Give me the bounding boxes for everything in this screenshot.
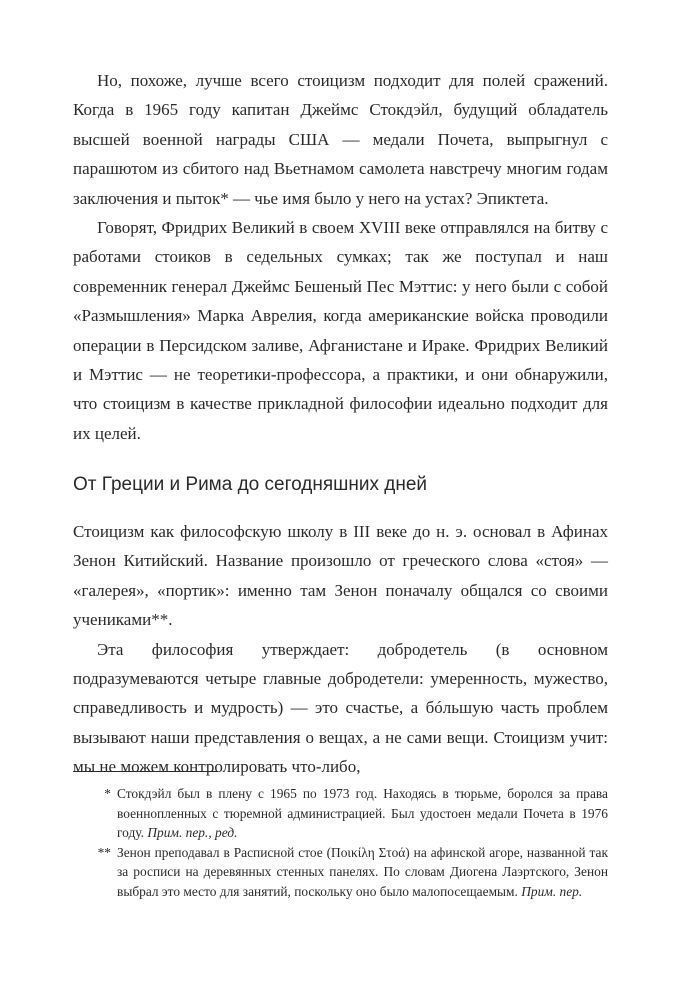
footnote-mark: * [104,786,111,801]
footnote-mark: ** [97,844,111,860]
footnote-note: Прим. пер., ред. [147,825,238,841]
paragraph-stockdale: Но, похоже, лучше всего стоицизм подходит для полей сражений. Когда в 1965 году капитан Джеймс Стокдэйл, будущий обладатель высшей военной награды США — медали Почета, выпрыгнул с парашютом из сбитого над Вьетнамом самолета навстречу многим годам заключения и пыток* — чье имя было у него на устах? Эпиктета. [73,71,608,208]
paragraph-frederick-mattis: Говорят, Фридрих Великий в своем XVIII веке отправлялся на битву с работами стоиков в седельных сумках; так же поступал и наш современник генерал Джеймс Бешеный Пес Мэттис: у него были с собой «Размышления» Марка Аврелия, когда американские войска проводили операции в Персидском заливе, Афганистане и Ираке. Фридрих Великий и Мэттис — не теоретики-профессора, а практики, и они обнаружили, что стоицизм в качестве прикладной философии идеально подходит для их целей. [73,218,608,443]
paragraph-zeno: Стоицизм как философскую школу в III веке до н. э. основал в Афинах Зенон Китийский. Название произошло от греческого слова «стоя» — «галерея», «портик»: именно там Зенон поначалу общался со своими учениками**. [73,522,608,630]
body-text-section-2 [73,517,608,782]
footnote-text [117,784,608,843]
footnote-note: Прим. пер. [521,883,583,899]
footnote-divider [73,771,218,772]
footnote-item [73,784,608,843]
footnote-item [73,843,608,902]
body-text-section-1 [73,66,608,448]
footnote-body: Зенон преподавал в Расписной стое (Ποικίλη Στοά) на афинской агоре, названной так за росписи на деревянных стенных панелях. По словам Диогена Лаэртского, Зенон выбрал это место для занятий, поскольку оно было малопосещаемым. [117,844,608,899]
section-heading: От Греции и Рима до сегодняшних дней [73,474,428,495]
footnote-text [117,843,608,902]
footnote-body: Стокдэйл был в плену с 1965 по 1973 год. Находясь в тюрьме, боролся за права военнопленных с тюремной администрацией. Был удостоен медали Почета в 1976 году. [117,786,608,841]
footnotes [73,784,608,902]
paragraph-virtue: Эта философия утверждает: добродетель (в основном подразумеваются четыре главные добродетели: умеренность, мужество, справедливость и мудрость) — это счастье, а бóльшую часть проблем вызывают наши представления о вещах, а не сами вещи. Стоицизм учит: мы не можем контролировать что-либо, [73,639,608,777]
